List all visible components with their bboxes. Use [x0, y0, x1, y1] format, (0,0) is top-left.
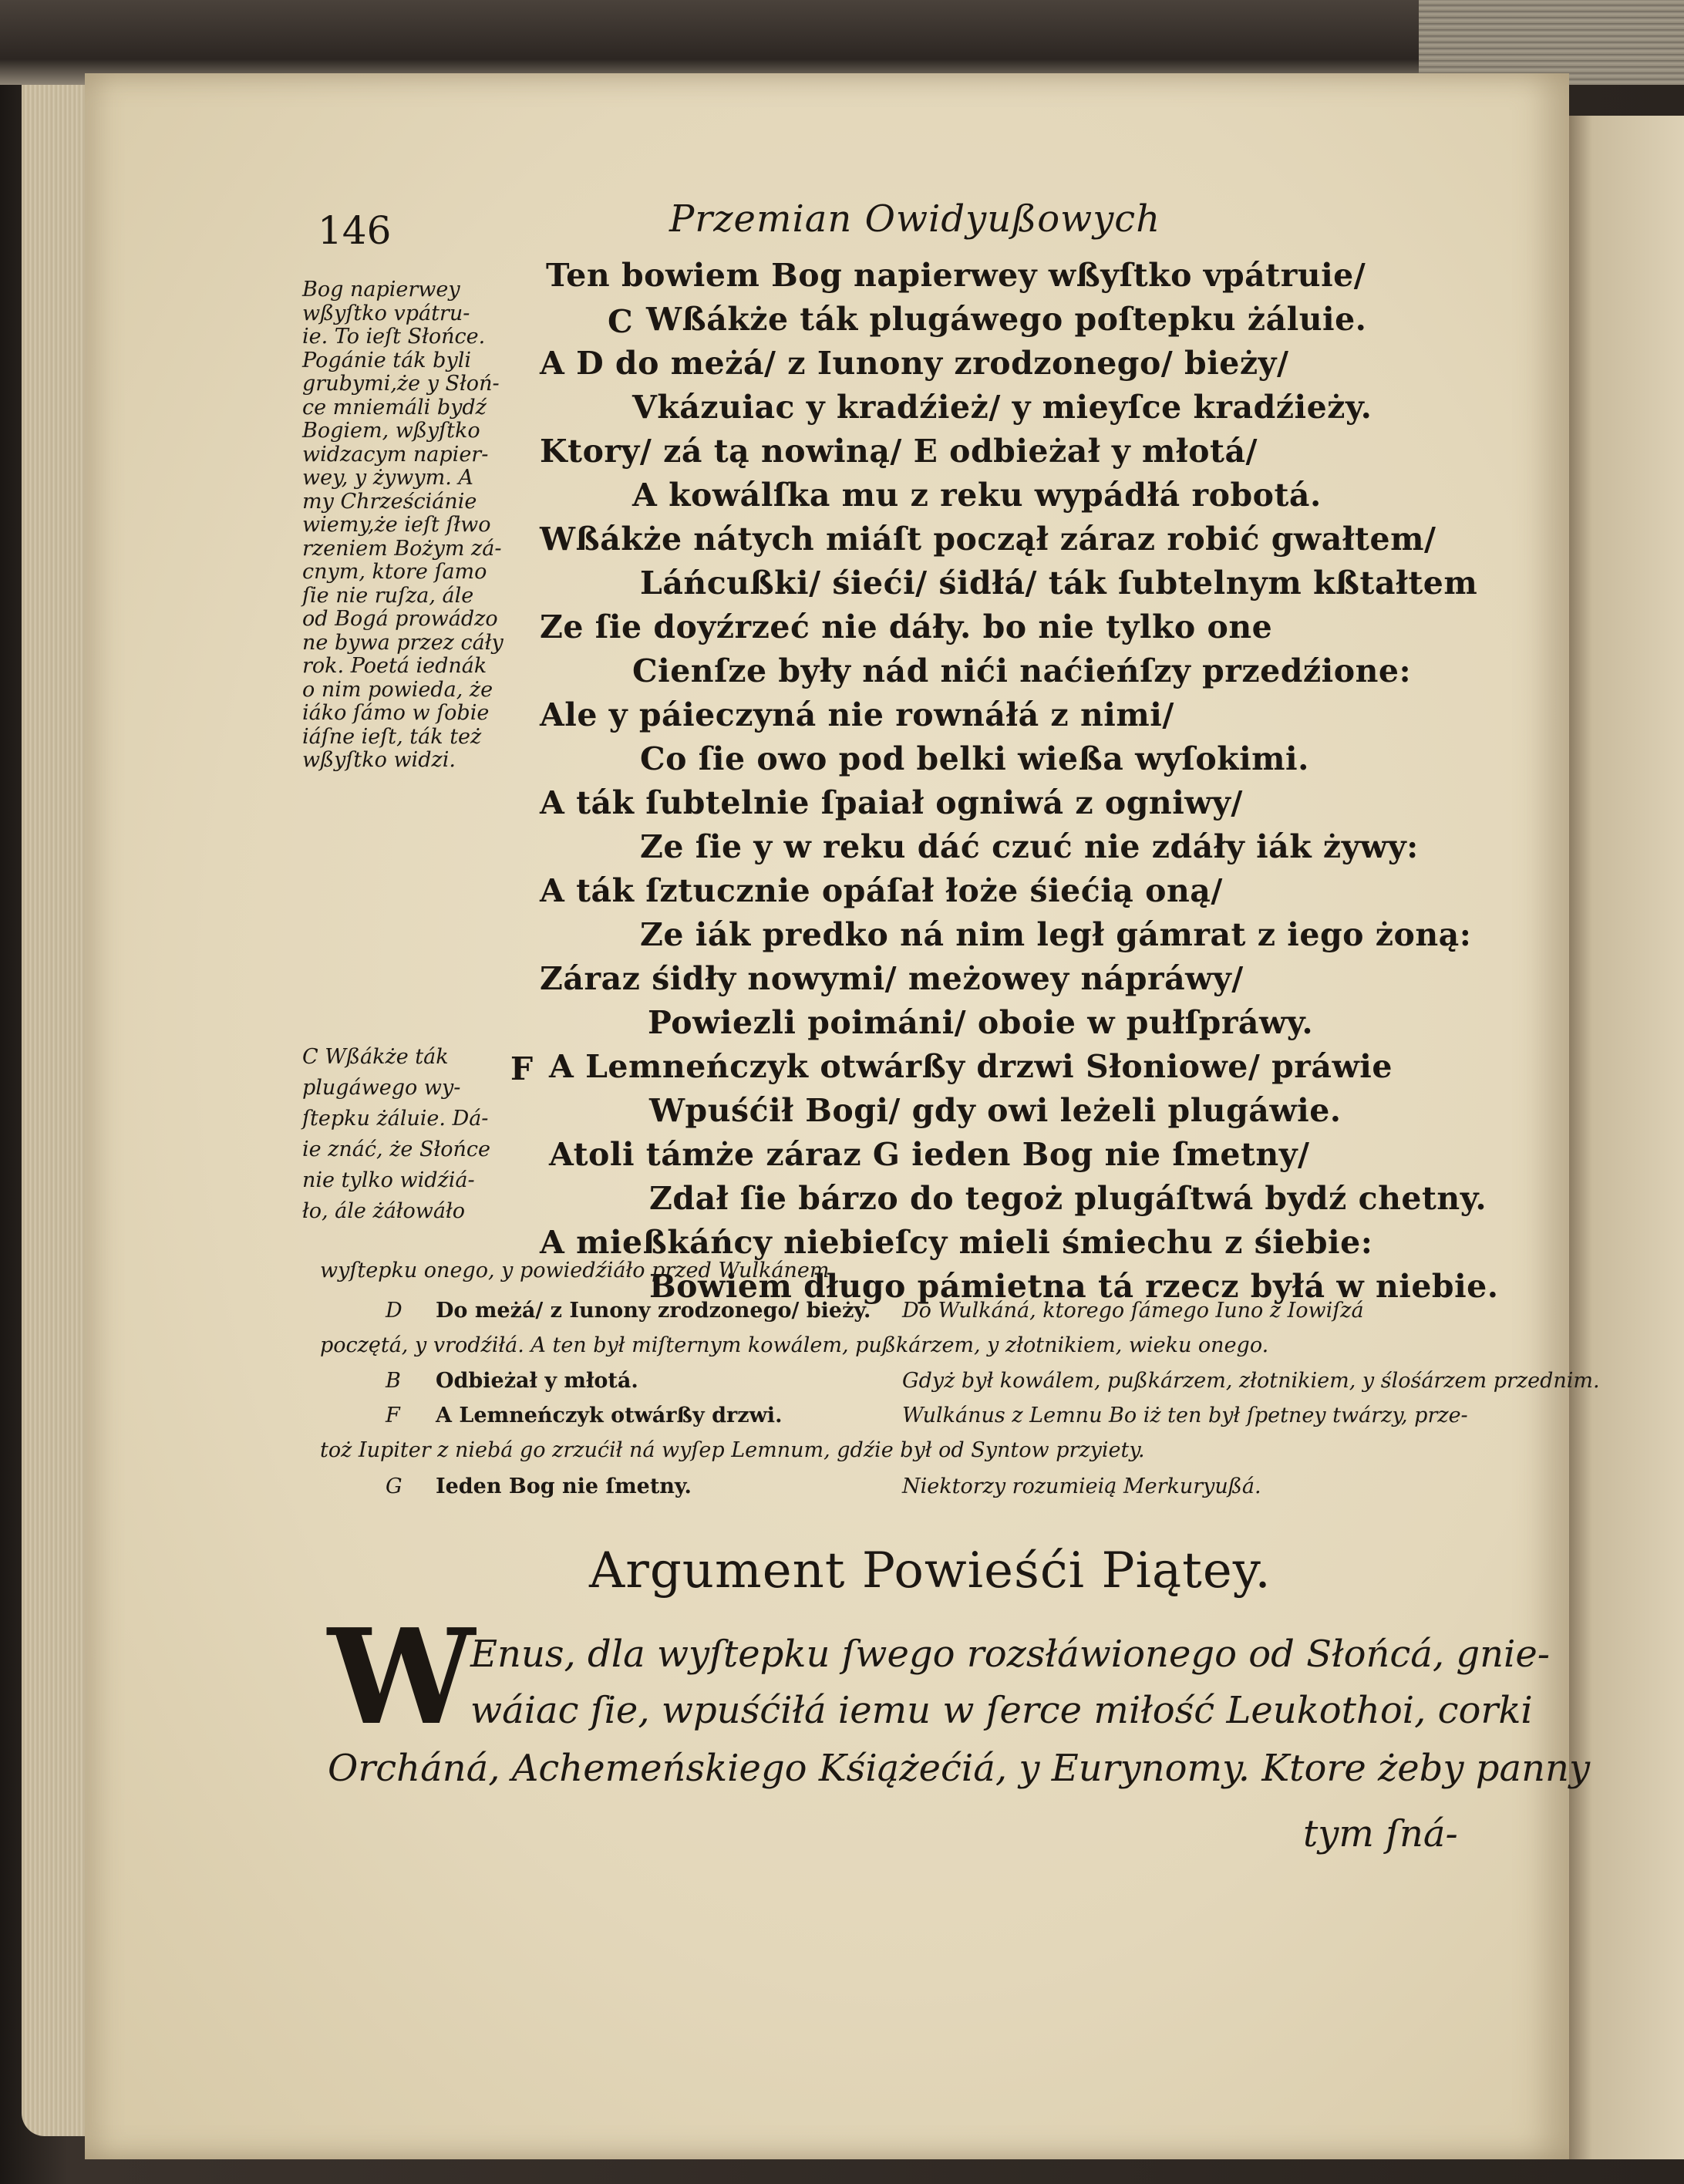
margin-note-line: cnym, ktore ſamo: [302, 560, 487, 584]
verse-line: Atoli támże záraz G ieden Bog nie ſmetny/: [549, 1136, 1310, 1173]
footnote-text: Wulkánus z Lemnu Bo iż ten był ſpetney twárzy, prze-: [902, 1404, 1468, 1427]
verse-line: Záraz śidły nowymi/ meżowey nápráwy/: [540, 960, 1244, 997]
margin-note-line: rzeniem Bożym zá-: [302, 536, 502, 561]
footnote-text: Do Wulkáná, ktorego ſámego Iuno z Iowiſzá: [902, 1299, 1364, 1323]
margin-note-line: grubymi,że y Słoń-: [302, 372, 500, 396]
argument-line: wáiac ſie, wpuśćiłá iemu w ſerce miłość Leukothoi, corki: [470, 1689, 1533, 1732]
margin-note-line: wßyſtko vpátru-: [302, 301, 470, 325]
page-block-top: [1419, 0, 1684, 85]
footnote-text: Niektorzy rozumieią Merkuryußá.: [902, 1475, 1261, 1498]
margin-note-line: ſie nie ruſza, ále: [302, 583, 474, 608]
footnote-marker: F: [386, 1404, 400, 1427]
argument-line: Enus, dla wyſtepku ſwego rozsłáwionego od Słońcá, gnie-: [470, 1633, 1551, 1676]
margin-note-line: iáko ſámo w ſobie: [302, 701, 490, 725]
footnote-text: Gdyż był kowálem, pußkárzem, złotnikiem, y ślośárzem przednim.: [902, 1369, 1600, 1393]
margin-note-line: rok. Poetá iednák: [302, 654, 487, 678]
margin-note-line: Bog napierwey: [302, 278, 460, 302]
verse-line: Bowiem długo pámietna tá rzecz byłá w niebie.: [649, 1268, 1499, 1305]
verse-marker: F: [510, 1050, 534, 1087]
margin-note-line: ſtepku żáluie. Dá-: [302, 1107, 489, 1131]
margin-note-line: ie znáć, że Słońce: [302, 1138, 490, 1161]
footnote-lead: Ieden Bog nie ſmetny.: [436, 1475, 692, 1498]
margin-note-line: ne bywa przez cáły: [302, 630, 504, 655]
margin-note-tail: wyſtepku onego, y powiedźiáło przed Wulkánem.: [320, 1259, 837, 1282]
verse-line: Láńcußki/ śieći/ śidłá/ ták ſubtelnym kßtałtem: [640, 565, 1478, 602]
argument-line: Orcháná, Achemeńskiego Kśiążećiá, y Eurynomy. Ktore żeby panny: [328, 1747, 1591, 1790]
margin-note-line: C Wßákże ták: [302, 1045, 449, 1069]
verse-line: Ze ſie y w reku dáć czuć nie zdáły iák żywy:: [640, 828, 1419, 865]
verse-line: Ze iák predko ná nim legł gámrat z iego żoną:: [640, 916, 1472, 953]
verse-line: Wpuśćił Bogi/ gdy owi leżeli plugáwie.: [649, 1092, 1342, 1129]
drop-cap: W: [328, 1600, 475, 1754]
verse-line: Ktory/ zá tą nowiną/ E odbieżał y młotá/: [540, 433, 1258, 470]
footnote-lead: A Lemneńczyk otwárßy drzwi.: [436, 1404, 783, 1427]
margin-note-line: my Chrześciánie: [302, 489, 477, 514]
facing-page-edge: [1569, 116, 1684, 2159]
verse-line: Powiezli poimáni/ oboie w pułſpráwy.: [648, 1004, 1314, 1041]
verse-line: Ze ſie doyźrzeć nie dáły. bo nie tylko one: [540, 608, 1273, 645]
margin-note-line: ło, ále żáłowáło: [302, 1199, 466, 1223]
footnote-continuation: toż Iupiter z niebá go zrzućił ná wyſep Lemnum, gdźie był od Syntow przyiety.: [320, 1438, 1145, 1462]
verse-line: A ták ſztucznie opáſał łoże śiećią oną/: [540, 872, 1223, 909]
margin-note-line: Bogiem, wßyſtko: [302, 419, 480, 443]
verse-line: A mießkáńcy niebieſcy mieli śmiechu z śiebie:: [540, 1224, 1373, 1261]
verse-line: Wßákże ták plugáwego poſtepku żáluie.: [646, 301, 1367, 338]
verse-marker: C: [608, 303, 634, 340]
footnote-marker: D: [386, 1299, 402, 1323]
margin-note-line: plugáwego wy-: [302, 1076, 461, 1100]
verse-line: Cienſze były nád nići naćieńſzy przedźione:: [632, 652, 1412, 689]
footnote-lead: Do meżá/ z Iunony zrodzonego/ bieży.: [436, 1299, 871, 1323]
verse-line: Co ſie owo pod belki wießa wyſokimi.: [640, 740, 1309, 777]
verse-line: Ten bowiem Bog napierwey wßyſtko vpátruie/: [546, 257, 1366, 294]
margin-note-line: nie tylko widźiá-: [302, 1168, 475, 1192]
footnote-lead: Odbieżał y młotá.: [436, 1369, 638, 1393]
verse-line: A kowálſka mu z reku wypádłá robotá.: [632, 477, 1322, 514]
verse-line: Wßákże nátych miáſt począł záraz robić gwałtem/: [540, 521, 1436, 558]
margin-note-line: ie. To ieſt Słońce.: [302, 325, 486, 349]
argument-title: Argument Powieśći Piątey.: [589, 1542, 1271, 1599]
verse-line: Ale y páieczyná nie rownáłá z nimi/: [540, 696, 1174, 733]
verse-line: A Lemneńczyk otwárßy drzwi Słoniowe/ práwie: [549, 1048, 1393, 1085]
verse-line: A ták ſubtelnie ſpaiał ogniwá z ogniwy/: [540, 784, 1243, 821]
running-head: Przemian Owidyußowych: [669, 197, 1161, 241]
margin-note-line: o nim powieda, że: [302, 677, 493, 702]
verse-line: A D do meżá/ z Iunony zrodzonego/ bieży/: [540, 345, 1289, 382]
margin-note-line: wiemy,że ieſt ſłwo: [302, 513, 491, 537]
margin-note-line: ce mniemáli bydź: [302, 395, 487, 420]
footnote-continuation: poczętá, y vrodźiłá. A ten był miſternym kowálem, pußkárzem, y złotnikiem, wieku onego.: [320, 1333, 1269, 1357]
margin-note-line: iáſne ieſt, ták też: [302, 724, 482, 749]
margin-note-line: od Bogá prowádzo: [302, 607, 498, 631]
margin-note-line: widzacym napier-: [302, 442, 489, 467]
verse-line: Vkázuiac y kradźież/ y mieyſce kradźieży.: [632, 389, 1372, 426]
footnote-marker: B: [386, 1369, 401, 1393]
margin-note-line: wßyſtko widzi.: [302, 748, 456, 772]
margin-note-line: Pogánie ták byli: [302, 348, 471, 372]
margin-note-line: wey, y żywym. A: [302, 466, 473, 490]
footnote-marker: G: [386, 1475, 402, 1498]
verse-line: Zdał ſie bárzo do tegoż plugáſtwá bydź chetny.: [649, 1180, 1487, 1217]
page-number: 146: [318, 208, 392, 253]
argument-line: tym ſná-: [1303, 1812, 1458, 1855]
